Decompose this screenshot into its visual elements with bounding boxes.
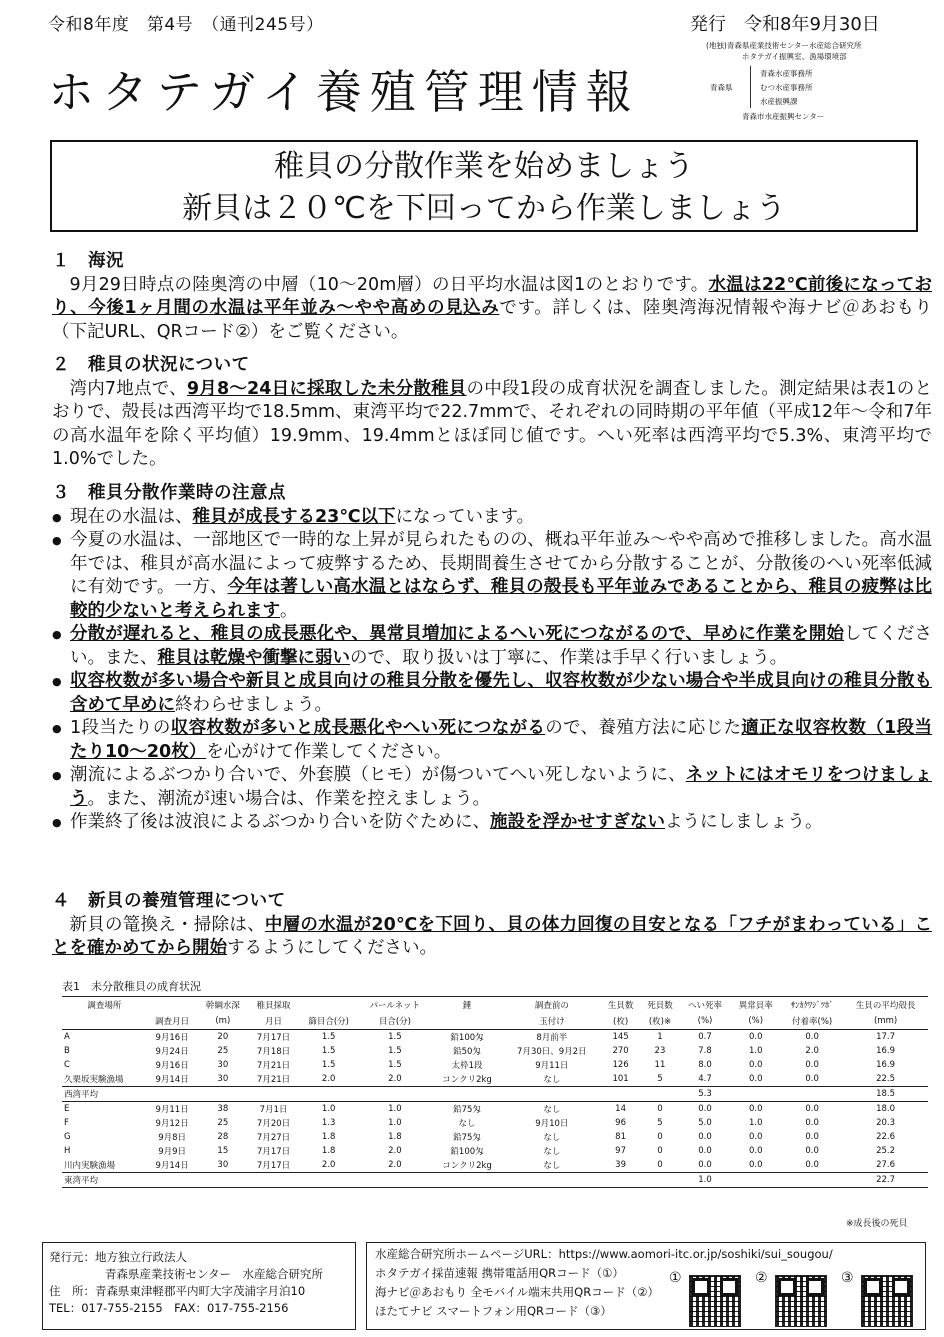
- table-cell: 97: [615, 1146, 626, 1156]
- b5-text-2: ので、養殖方法に応じた: [545, 718, 742, 738]
- table-header-cell: (%): [730, 1013, 781, 1030]
- table-header-cell: 調査場所: [62, 997, 147, 1014]
- table-cell: 9月11日: [155, 1105, 189, 1115]
- table-cell: 7月18日: [256, 1047, 291, 1057]
- table-cell: [601, 1173, 640, 1188]
- table-header-cell: 死貝数: [640, 997, 679, 1014]
- table-cell: 7.8: [698, 1046, 712, 1056]
- table-row: [62, 1116, 928, 1130]
- section-dispersal-notes: [52, 482, 932, 835]
- table-header-cell: パールネット: [358, 997, 431, 1014]
- table-cell: 9月10日: [535, 1119, 569, 1129]
- links-box: [366, 1242, 926, 1330]
- table-cell: 2.0: [805, 1046, 819, 1056]
- b3-text-1: してください。また、: [70, 624, 932, 668]
- table-cell: 鉛75匁: [453, 1133, 481, 1143]
- table-cell: 1.0: [388, 1118, 402, 1128]
- table-cell: 9月14日: [155, 1161, 189, 1171]
- table-row: [62, 1144, 928, 1158]
- table-note: ※成長後の死貝: [846, 1219, 908, 1229]
- table-cell: 1.0: [748, 1046, 763, 1056]
- b3-text-2: ので、取り扱いは丁寧に、作業は手早く行いましょう。: [350, 647, 788, 668]
- table-cell: 0: [657, 1132, 663, 1142]
- table-cell: [299, 1173, 359, 1188]
- table-cell: [248, 1087, 299, 1102]
- table-row: [62, 1044, 928, 1058]
- table-cell: 5.0: [698, 1118, 712, 1128]
- b5-emphasis-1: 収容枚数が多いと成長悪化やへい死につながる: [170, 718, 546, 738]
- table-cell: [358, 1173, 431, 1188]
- table-cell: 1.5: [388, 1032, 402, 1042]
- table-cell: 東湾平均: [62, 1173, 147, 1188]
- table-cell: 0.0: [698, 1132, 712, 1142]
- table-header-cell: 異常貝率: [730, 997, 781, 1014]
- s4-text-2: するようにしてください。: [227, 938, 437, 958]
- table-cell: 22.7: [843, 1173, 928, 1188]
- qr-label-3: ほたてナビ スマートフォン用QRコード（③）: [375, 1304, 612, 1318]
- b4-emphasis-1: 収容枚数が多い場合や新貝と成貝向けの稚貝分散を優先し、収容枚数が少ない場合や半成貝向けの稚貝分散も含めて早めに: [70, 671, 932, 715]
- table-cell: 0.0: [805, 1074, 819, 1084]
- b7-text-2: ようにしましょう。: [665, 812, 823, 832]
- table-cell: 9月16日: [155, 1061, 189, 1071]
- headline-line-1: 稚貝の分散作業を始めましょう: [274, 149, 694, 184]
- table-header-cell: 生貝数: [601, 997, 640, 1014]
- table-header-cell: 篩目合(分): [299, 1013, 359, 1030]
- table-cell: 9月24日: [155, 1047, 189, 1057]
- qr-number-1: ①: [669, 1270, 682, 1286]
- org-line-4: むつ水産事務所: [760, 83, 813, 92]
- table-cell: [358, 1087, 431, 1102]
- org-line-2: ホタテガイ振興室、漁場環境部: [742, 52, 847, 61]
- table-cell: なし: [543, 1147, 561, 1157]
- publisher-info-box: [42, 1242, 356, 1330]
- table-cell: 7月30日、9月2日: [517, 1047, 587, 1057]
- section-sea-conditions: [52, 250, 932, 344]
- publisher-phone: TEL：017-755-2155 FAX：017-755-2156: [49, 1301, 289, 1315]
- org-line-1: (地独)青森県産業技術センター水産総合研究所: [706, 41, 862, 50]
- table-cell: 9月14日: [155, 1075, 189, 1085]
- table-header-cell: (%): [680, 1013, 731, 1030]
- table-cell: 145: [612, 1032, 629, 1042]
- section-3-heading: ３ 稚貝分散作業時の注意点: [52, 483, 286, 503]
- table-cell: 1.5: [388, 1046, 402, 1056]
- table-header-cell: 生貝の平均殻長: [843, 997, 928, 1014]
- table-cell: 16.9: [876, 1060, 896, 1070]
- table-header-cell: (枚): [601, 1013, 640, 1030]
- table-cell: [503, 1087, 601, 1102]
- table-cell: 270: [612, 1046, 629, 1056]
- b2-emphasis-1: 今年は著しい高水温とはならず、稚貝の殻長も平年並みであることから、稚貝の疲弊は比較的少ないと考えられます: [70, 577, 932, 621]
- table-cell: [601, 1087, 640, 1102]
- table-cell: [730, 1173, 781, 1188]
- table-cell: 126: [612, 1060, 629, 1070]
- table-cell: 0.0: [805, 1132, 819, 1142]
- table-cell: 鉛100匁: [450, 1147, 484, 1157]
- table-cell: 9月16日: [155, 1033, 189, 1043]
- table-body: [62, 1030, 928, 1188]
- table-cell: 7月1日: [259, 1105, 288, 1115]
- table-cell: [248, 1173, 299, 1188]
- s4-emphasis-1: 中層の水温が20℃を下回り、貝の体力回復の目安となる「フチがまわっている」ことを確かめてから開始: [52, 914, 932, 958]
- table-cell: [147, 1087, 198, 1102]
- table-cell: 0.7: [698, 1032, 712, 1042]
- table-cell: 20.3: [876, 1118, 896, 1128]
- table-cell: 0.0: [698, 1104, 712, 1114]
- table-cell: 5.3: [680, 1087, 731, 1102]
- table-cell: E: [64, 1104, 70, 1114]
- section-adult-management: [52, 890, 932, 961]
- table-cell: 1.5: [388, 1060, 402, 1070]
- table-cell: 8.0: [698, 1060, 712, 1070]
- table-cell: [431, 1087, 502, 1102]
- table-header-cell: [299, 997, 359, 1014]
- table-cell: なし: [543, 1105, 561, 1115]
- section-1-heading: １ 海況: [52, 251, 124, 271]
- table-cell: 2.0: [388, 1074, 402, 1084]
- table-header-row-2: [62, 1013, 928, 1030]
- table-cell: H: [64, 1146, 71, 1156]
- table-cell: 0.0: [748, 1060, 763, 1070]
- table-header-cell: [62, 1013, 147, 1030]
- table-header-cell: [431, 1013, 502, 1030]
- table-cell: [781, 1173, 843, 1188]
- s2-text-1: 湾内7地点で、: [69, 378, 187, 399]
- table-cell: 15: [217, 1146, 229, 1156]
- table-header-cell: 調査月日: [147, 1013, 198, 1030]
- table-cell: 0.0: [805, 1160, 819, 1170]
- table-cell: 9月9日: [158, 1147, 187, 1157]
- table-row: [62, 1072, 928, 1087]
- table-cell: 鉛75匁: [453, 1105, 481, 1115]
- table-cell: 0.0: [698, 1160, 712, 1170]
- qr-code-2-icon[interactable]: [775, 1275, 827, 1327]
- table-cell: 18.5: [843, 1087, 928, 1102]
- list-item: [70, 506, 932, 530]
- table-cell: 22.5: [876, 1074, 896, 1084]
- table-cell: 西湾平均: [62, 1087, 147, 1102]
- table-cell: 0.0: [748, 1132, 763, 1142]
- table-cell: 7月27日: [256, 1133, 291, 1143]
- table-header-cell: (枚)※: [640, 1013, 679, 1030]
- table-cell: 久栗坂実験漁場: [64, 1075, 124, 1085]
- table-cell: コンクリ2kg: [442, 1075, 492, 1085]
- table-cell: 1.3: [321, 1118, 336, 1128]
- table-header-row-1: [62, 997, 928, 1014]
- table-header-cell: 付着率(%): [781, 1013, 843, 1030]
- table-cell: 20: [217, 1032, 229, 1042]
- table-header-cell: (mm): [843, 1013, 928, 1030]
- s2-emphasis-1: 9月8～24日に採取した未分散稚貝: [186, 378, 467, 399]
- table-cell: 0.0: [748, 1146, 763, 1156]
- b5-emphasis-2: 適正な収容枚数（1段当たり10～20枚）: [70, 718, 932, 762]
- table-cell: なし: [543, 1133, 561, 1143]
- section-juvenile-status: [52, 354, 932, 472]
- table-header-cell: 錘: [431, 997, 502, 1014]
- table-cell: 25: [217, 1118, 229, 1128]
- publication-date: 発行 令和8年9月30日: [690, 14, 880, 35]
- org-bracket: [750, 66, 757, 108]
- s1-text-1: 9月29日時点の陸奥湾の中層（10～20m層）の日平均水温は図1のとおりです。: [69, 274, 709, 295]
- table-cell: 7月17日: [256, 1161, 291, 1171]
- b2-text-2: 。: [280, 600, 298, 621]
- b1-text-2: になっています。: [395, 506, 535, 527]
- table-cell: B: [64, 1046, 70, 1056]
- table-cell: なし: [458, 1119, 476, 1129]
- table-row: [62, 1158, 928, 1173]
- table-cell: なし: [543, 1075, 561, 1085]
- table-average-row: [62, 1087, 928, 1102]
- table-cell: 1.8: [321, 1146, 336, 1156]
- b7-emphasis-1: 施設を浮かせすぎない: [490, 812, 665, 832]
- qr-code-1-icon[interactable]: [689, 1275, 741, 1327]
- table-cell: 5: [657, 1118, 663, 1128]
- table-cell: 川内実験漁場: [64, 1161, 116, 1171]
- table-cell: [197, 1087, 248, 1102]
- table-cell: 0.0: [805, 1146, 819, 1156]
- b5-text-1: 1段当たりの: [70, 718, 171, 738]
- table-cell: 96: [615, 1118, 626, 1128]
- table-cell: 0.0: [748, 1104, 763, 1114]
- table-cell: 太枠1段: [451, 1061, 483, 1071]
- table-cell: 30: [217, 1074, 229, 1084]
- table-cell: なし: [543, 1161, 561, 1171]
- table-cell: 鉛50匁: [453, 1047, 481, 1057]
- table-cell: 8月前半: [536, 1033, 568, 1043]
- table-cell: コンクリ2kg: [442, 1161, 492, 1171]
- table-cell: 2.0: [321, 1160, 336, 1170]
- table-cell: [197, 1173, 248, 1188]
- list-item: [70, 529, 932, 623]
- table-cell: [431, 1173, 502, 1188]
- b3-emphasis-1: 分散が遅れると、稚貝の成長悪化や、異常貝増加によるへい死につながるので、早めに作業を開始: [70, 624, 845, 644]
- list-item: [70, 717, 932, 764]
- publisher-address: 住 所：青森県東津軽郡平内町大字茂浦字月泊10: [49, 1284, 306, 1298]
- table-cell: 9月12日: [155, 1119, 189, 1129]
- org-prefecture-label: 青森県: [710, 83, 733, 92]
- table-cell: 0.0: [748, 1032, 763, 1042]
- table-cell: 23: [654, 1046, 666, 1056]
- table-cell: [730, 1087, 781, 1102]
- table-cell: F: [64, 1118, 69, 1128]
- table-header-cell: (m): [197, 1013, 248, 1030]
- table-header-cell: へい死率: [680, 997, 731, 1014]
- table-cell: [640, 1173, 679, 1188]
- table-header-cell: 幹綱水深: [197, 997, 248, 1014]
- publisher-line-1: 発行元：地方独立行政法人: [49, 1250, 187, 1264]
- table-cell: 5: [657, 1074, 663, 1084]
- table-cell: C: [64, 1060, 70, 1070]
- b4-text-1: 終わらせましょう。: [175, 694, 332, 715]
- table-cell: 30: [217, 1060, 229, 1070]
- b6-emphasis-1: ネットにはオモリをつけましょう: [70, 765, 932, 809]
- table-cell: 22.6: [876, 1132, 896, 1142]
- b2-text-1: 今夏の水温は、一部地区で一時的な上昇が見られたものの、概ね平年並み～やや高めで推移しました。高水温年では、稚貝が高水温によって疲弊するため、長期間養生させてから分散することが、分散後のへい死率低減に有効です。一方、: [70, 530, 932, 597]
- table-cell: 9月8日: [158, 1133, 187, 1143]
- qr-label-2: 海ナビ＠あおもり 全モバイル端末共用QRコード（②）: [375, 1285, 660, 1299]
- s2-text-2: の中段1段の成育状況を調査しました。測定結果は表1のとおりで、殻長は西湾平均で18.5mm、東湾平均で22.7mmで、それぞれの同時期の平年値（平成12年～令和7年の高水温年を除く平均値）19.9mm、19.4mmとほぼ同じ値です。へい死率は西湾平均で5.3%、東湾平均で1.0%でした。: [52, 378, 932, 469]
- section-2-heading: ２ 稚貝の状況について: [52, 355, 250, 375]
- table-cell: 1.0: [748, 1118, 763, 1128]
- page-title: ホタテガイ養殖管理情報: [48, 65, 640, 119]
- growth-table: [62, 996, 928, 1188]
- headline-box: [50, 140, 918, 232]
- table-row: [62, 1058, 928, 1072]
- table-cell: 0: [657, 1160, 663, 1170]
- table-cell: 16.9: [876, 1046, 896, 1056]
- table-header-cell: 稚貝採取: [248, 997, 299, 1014]
- table-row: [62, 1102, 928, 1117]
- list-item: [70, 623, 932, 670]
- table-cell: 1.5: [321, 1032, 336, 1042]
- table-cell: 0.0: [805, 1104, 819, 1114]
- table-cell: 7月20日: [256, 1119, 291, 1129]
- table-cell: 4.7: [698, 1074, 712, 1084]
- section-4-heading: ４ 新貝の養殖管理について: [52, 891, 286, 911]
- list-item: [70, 764, 932, 811]
- table-header-cell: ｻﾝｶｸﾜｼﾞﾂﾎﾞ: [781, 997, 843, 1014]
- table-cell: [299, 1087, 359, 1102]
- qr-number-2: ②: [755, 1270, 768, 1286]
- list-item: [70, 811, 932, 835]
- table-header-cell: [147, 997, 198, 1014]
- s4-text-1: 新貝の篭換え・掃除は、: [69, 914, 265, 935]
- table-cell: 1.0: [388, 1104, 402, 1114]
- dispersal-notes-list: [52, 506, 932, 835]
- table-cell: 38: [217, 1104, 229, 1114]
- publisher-organizations: [706, 40, 936, 122]
- table-header-cell: 月日: [248, 1013, 299, 1030]
- b1-emphasis-1: 稚貝が成長する23℃以下: [192, 506, 396, 527]
- table-cell: 1.5: [321, 1060, 336, 1070]
- table-cell: 9月11日: [535, 1061, 569, 1071]
- table-cell: 1.5: [321, 1046, 336, 1056]
- table-cell: 18.0: [876, 1104, 896, 1114]
- qr-label-1: ホタテガイ採苗速報 携帯電話用QRコード（①）: [375, 1266, 624, 1280]
- table-header-cell: 玉付け: [503, 1013, 601, 1030]
- table-cell: 2.0: [321, 1074, 336, 1084]
- headline-line-2: 新貝は２０℃を下回ってから作業しましょう: [182, 191, 786, 226]
- b1-text-1: 現在の水温は、: [70, 506, 193, 527]
- list-item: [70, 670, 932, 717]
- table-cell: 25: [217, 1046, 229, 1056]
- issue-number: 令和8年度 第4号 （通刊245号）: [48, 15, 324, 35]
- table-caption: 表1 未分散稚貝の成育状況: [62, 980, 201, 993]
- table-cell: 30: [217, 1160, 229, 1170]
- table-cell: 39: [615, 1160, 626, 1170]
- s1-text-2: です。詳しくは、陸奥湾海況情報や海ナビ＠あおもり（下記URL、QRコード②）をご覧ください。: [52, 298, 932, 342]
- table-cell: 0.0: [748, 1160, 763, 1170]
- table-cell: 0: [657, 1104, 663, 1114]
- b5-text-3: を心がけて作業してください。: [206, 741, 452, 762]
- table-cell: 1.0: [321, 1104, 336, 1114]
- section-2-body: [52, 378, 932, 472]
- table-cell: 28: [217, 1132, 229, 1142]
- table-row: [62, 1130, 928, 1144]
- table-cell: 0.0: [698, 1146, 712, 1156]
- table-header-cell: 目合(分): [358, 1013, 431, 1030]
- table-cell: [503, 1173, 601, 1188]
- section-4-body: [52, 914, 932, 961]
- table-cell: 14: [615, 1104, 626, 1114]
- org-line-6: 青森市水産振興センター: [742, 112, 825, 121]
- b6-text-2: 。また、潮流が速い場合は、作業を控えましょう。: [87, 788, 490, 809]
- table-cell: 2.0: [388, 1146, 402, 1156]
- b3-emphasis-2: 稚貝は乾燥や衝撃に弱い: [157, 647, 350, 668]
- table-cell: 1.8: [321, 1132, 336, 1142]
- table-cell: 7月21日: [256, 1061, 291, 1071]
- table-cell: 7月17日: [256, 1033, 291, 1043]
- table-cell: A: [64, 1032, 70, 1042]
- table-average-row: [62, 1173, 928, 1188]
- b6-text-1: 潮流によるぶつかり合いで、外套膜（ヒモ）が傷ついてへい死しないように、: [70, 765, 686, 785]
- table-cell: 鉛100匁: [450, 1033, 484, 1043]
- s1-emphasis-1: 水温は22℃前後になっており、今後1ヶ月間の水温は平年並み～やや高めの見込み: [52, 274, 933, 318]
- publisher-line-2: 青森県産業技術センター 水産総合研究所: [105, 1267, 324, 1281]
- qr-code-3-icon[interactable]: [861, 1275, 913, 1327]
- table-cell: 2.0: [388, 1160, 402, 1170]
- table-cell: 0: [657, 1146, 663, 1156]
- table-cell: 81: [615, 1132, 626, 1142]
- table-cell: [781, 1087, 843, 1102]
- section-1-body: [52, 274, 932, 345]
- table-cell: 27.6: [876, 1160, 896, 1170]
- table-cell: 1.0: [680, 1173, 731, 1188]
- table-header-cell: 調査前の: [503, 997, 601, 1014]
- table-cell: G: [64, 1132, 71, 1142]
- qr-number-3: ③: [841, 1270, 854, 1286]
- table-cell: 0.0: [805, 1032, 819, 1042]
- table-row: [62, 1030, 928, 1045]
- table-cell: 7月17日: [256, 1147, 291, 1157]
- table-cell: 1.8: [388, 1132, 402, 1142]
- table-cell: 0.0: [748, 1074, 763, 1084]
- table-cell: 25.2: [876, 1146, 896, 1156]
- table-cell: 0.0: [805, 1118, 819, 1128]
- table-cell: 11: [654, 1060, 666, 1070]
- org-line-5: 水産振興課: [760, 97, 798, 106]
- table-cell: 7月21日: [256, 1075, 291, 1085]
- table-cell: 17.7: [876, 1032, 896, 1042]
- table-cell: [147, 1173, 198, 1188]
- table-cell: 0.0: [805, 1060, 819, 1070]
- org-line-3: 青森水産事務所: [760, 69, 813, 78]
- table-cell: 101: [612, 1074, 629, 1084]
- homepage-url[interactable]: 水産総合研究所ホームページURL：https://www.aomori-itc.or.jp/soshiki/sui_sougou/: [375, 1247, 833, 1261]
- b7-text-1: 作業終了後は波浪によるぶつかり合いを防ぐために、: [70, 812, 490, 832]
- table-cell: 1: [657, 1032, 663, 1042]
- table-cell: [640, 1087, 679, 1102]
